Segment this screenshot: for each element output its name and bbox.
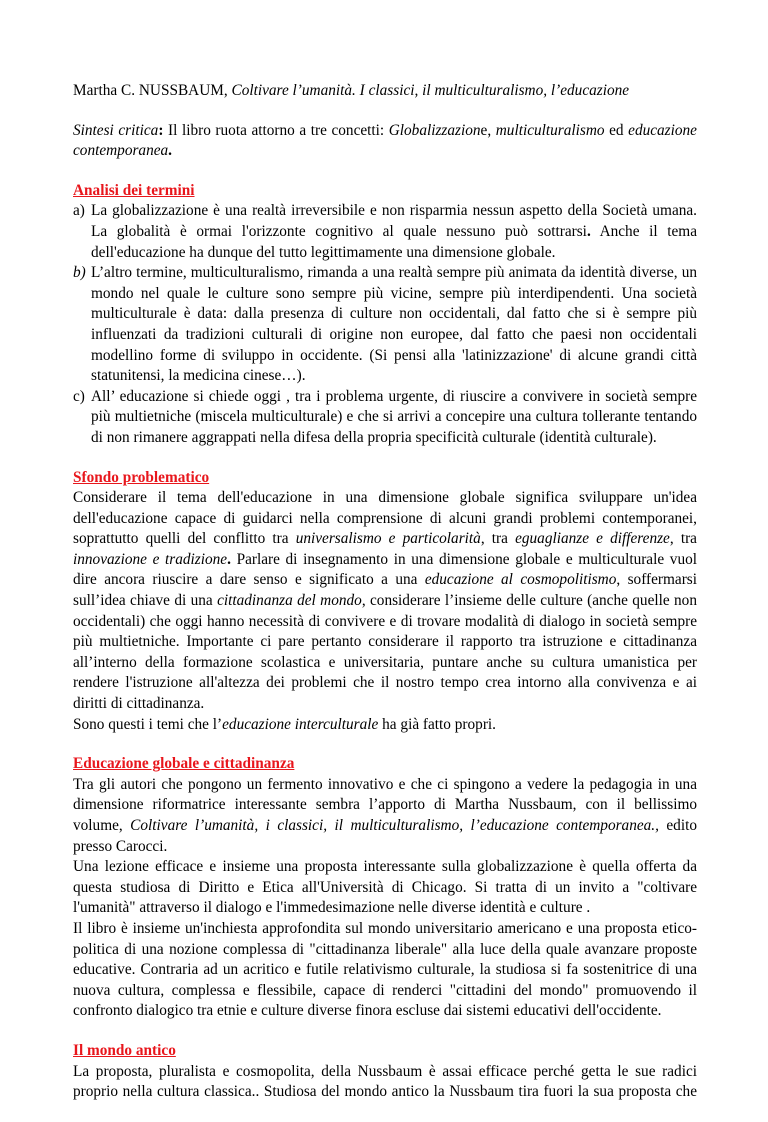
body-text: Tra gli autori che pongono un fermento innovativo e che ci spingono a vedere la pedagogia in una dimensione riformatrice interessante sembra l’apporto di Martha Nussbaum, con il bellissimo volume, [73,775,697,834]
list-item-text: Anche il tema dell'educazione ha dunque del tutto legittimamente una dimensione globale. [91,222,697,261]
list-item-text: All’ educazione si chiede oggi , tra i problema urgente, di riuscire a convivere in società sempre più multietniche (miscela multiculturale) e che si arrivi a concepire una cultura tollerante tentando di non rimanere aggrappati nella difesa della propria specificità culturale (identità culturale). [91,387,697,446]
heading-sfondo: Sfondo problematico [73,468,210,486]
list-item [73,263,697,387]
term-globalizzazione: Globalizzazion [388,121,481,139]
list-item-text: La globalizzazione è una realtà irreversibile e non risparmia nessun aspetto della Società umana. La globalità è ormai l'orizzonte cognitivo al quale nessuno può sottrarsi [91,202,697,240]
heading-analisi: Analisi dei termini [73,181,195,199]
sintesi-text: Il libro ruota attorno a tre concetti: [163,121,389,139]
list-item [73,201,697,263]
emphasis-text: educazione interculturale [222,715,379,733]
sintesi-text: ed [604,121,629,139]
mondo-paragraph: La proposta, pluralista e cosmopolita, della Nussbaum è assai efficace perché getta le sue radici proprio nella cultura classica.. Studiosa del mondo antico la Nussbaum tira fuori la sua proposta che [73,1062,697,1101]
term-multiculturalismo: multiculturalismo [495,121,605,139]
bold-period: . [586,222,591,240]
emphasis-text: universalismo e particolarità [295,530,481,548]
sintesi-colon: : [158,121,164,139]
book-title-inline: Coltivare l’umanità, i classici, il multiculturalismo, l’educazione contemporanea., [130,817,659,834]
educazione-paragraph-3: Il libro è insieme un'inchiesta approfondita sul mondo universitario americano e una proposta etico-politica di una nozione complessa di "cittadinanza liberale" alla luce della quale avanzare proposte educative. Contraria ad un acritico e futile relativismo culturale, la studiosa si fa sostenitrice di una nuova cultura, complessa e flessibile, capace di renderci "cittadini del mondo" promuovendo il confronto dialogico tra etnie e culture diverse finora escluse dai sistemi educativi dell'occidente. [73,919,697,1020]
analysis-list [73,201,697,448]
sfondo-paragraph [73,488,697,715]
list-item [73,387,697,449]
list-marker: c) [73,387,85,405]
section-sfondo [73,468,697,736]
document-page [73,81,697,1122]
body-text: , soffermarsi sull’idea chiave di una [73,571,697,610]
bold-period: . [227,550,231,568]
section-analisi [73,181,697,449]
emphasis-text: cittadinanza del mondo [217,592,362,610]
body-text: , tra [480,530,516,548]
body-text: Considerare il tema dell'educazione in una dimensione globale significa sviluppare un'idea dell'educazione capace di guidarci nella comprensione di alcuni grandi problemi contemporanei, soprattutto quelli del conflitto tra [73,489,697,548]
body-text: , considerare l’insieme delle culture (anche quelle non occidentali) che oggi hanno necessità di convivere e di trovare modalità di dialogo in società sempre più multietniche. Importante ci pare pertanto considerare il rapporto tra istruzione e cittadinanza all’interno della formazione scolastica e universitaria, puntare anche su cultura umanistica per rendere l'istruzione all'altezza dei problemi che il nostro tempo crea intorno alla convivenza e ai diritti di cittadinanza. [73,592,697,713]
section-educazione [73,754,697,1022]
body-text: edito presso Carocci. [73,817,697,855]
book-title: Coltivare l’umanità. I classici, il multiculturalismo, l’educazione [231,82,630,99]
emphasis-text: eguaglianze e differenze [515,530,670,548]
list-item-text: L’altro termine, multiculturalismo, rimanda a una realtà sempre più animata da identità diverse, un mondo nel quale le culture sono sempre più vicine, sempre più interdipendenti. Una società multiculturale è data: dalla presenza di culture non occidentali, dal fatto che si è sempre più influenzati da tradizioni culturali di origine non europee, dal fatto che paesi non occidentali modellino forme di sviluppo in occidente. (Si pensi alla 'latinizzazione' di alcune grandi città statunitensi, la medicina cinese…). [91,264,697,385]
sintesi-text: e, [480,121,496,139]
term-educazione-contemporanea: educazione contemporanea [73,121,697,160]
emphasis-text: innovazione e tradizione [73,550,228,568]
heading-mondo: Il mondo antico [73,1041,176,1059]
list-marker: a) [73,202,85,220]
body-text: Sono questi i temi che l’ [73,715,223,733]
document-title-line [73,81,697,102]
list-marker: b) [73,264,86,282]
body-text: , tra [669,530,697,548]
sintesi-critica-paragraph [73,121,697,162]
educazione-paragraph-1 [73,775,697,857]
body-text: ha già fatto propri. [378,715,496,733]
author-name: Martha C. NUSSBAUM, [73,82,232,99]
educazione-paragraph-2: Una lezione efficace e insieme una proposta interessante sulla globalizzazione è quella offerta da questa studiosa di Diritto e Etica all'Università di Chicago. Si tratta di un invito a "coltivare l'umanità" attraverso il dialogo e l'immedesimazione nelle diverse identità e culture . [73,858,697,917]
body-text: Parlare di insegnamento in una dimensione globale e multiculturale vuol dire ancora riuscire a dare senso e significato a una [73,550,697,589]
sfondo-closing-paragraph [73,715,697,736]
emphasis-text: educazione al cosmopolitismo [424,571,617,589]
sintesi-end: . [168,142,172,160]
sintesi-label: Sintesi critica [73,121,159,139]
heading-educazione: Educazione globale e cittadinanza [73,755,295,773]
section-mondo [73,1041,697,1103]
